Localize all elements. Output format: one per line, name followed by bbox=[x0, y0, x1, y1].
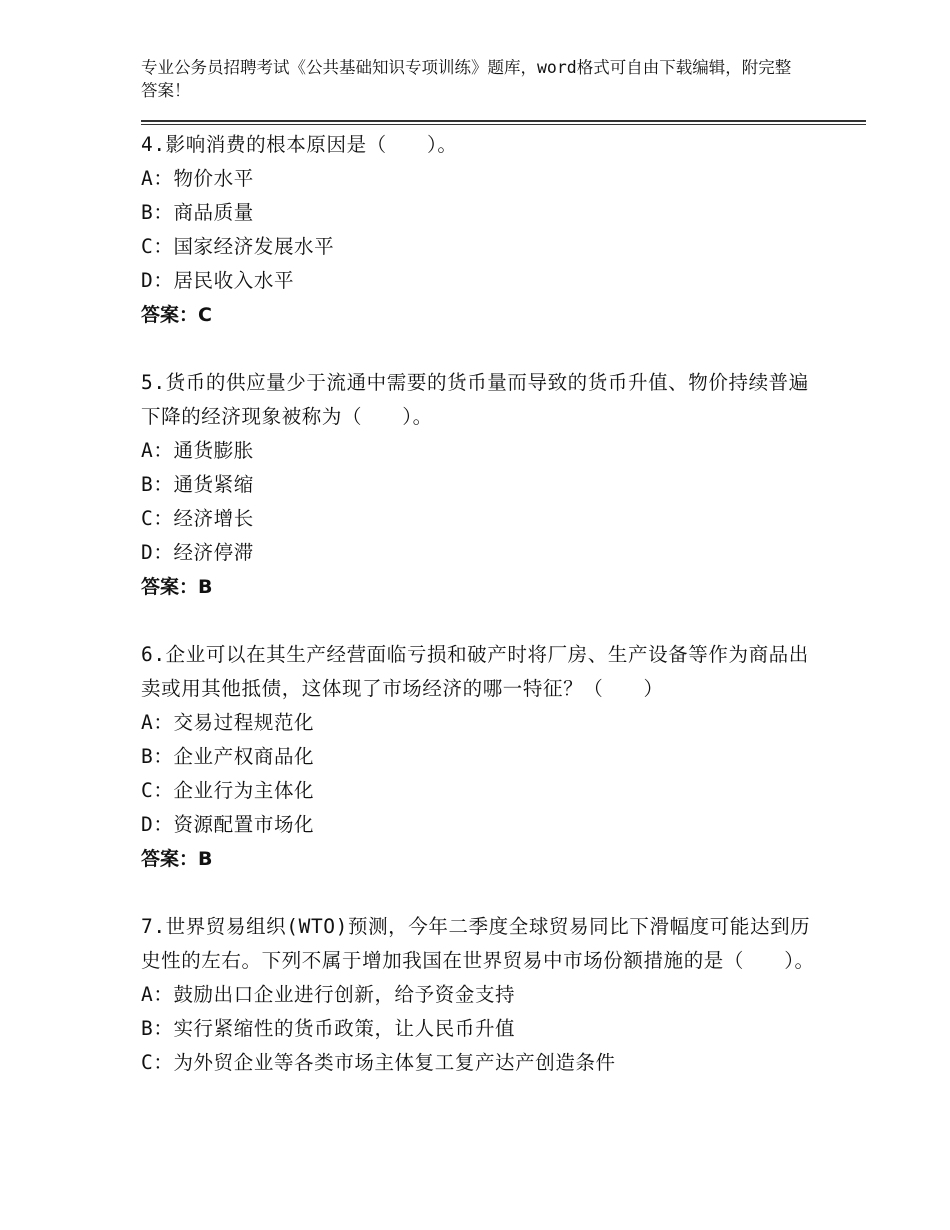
header-divider-thick bbox=[141, 120, 866, 122]
question-4 bbox=[141, 128, 821, 332]
option-d: D：资源配置市场化 bbox=[141, 813, 315, 836]
answer-label: 答案：B bbox=[141, 576, 213, 598]
question-5 bbox=[141, 366, 821, 604]
option-b: B：商品质量 bbox=[141, 201, 254, 224]
option-b: B：通货紧缩 bbox=[141, 473, 254, 496]
option-d: D：居民收入水平 bbox=[141, 269, 295, 292]
question-stem: 7.世界贸易组织(WTO)预测，今年二季度全球贸易同比下滑幅度可能达到历史性的左右。下列不属于增加我国在世界贸易中市场份额措施的是（ ）。 bbox=[141, 915, 815, 972]
option-c: C：国家经济发展水平 bbox=[141, 235, 335, 258]
option-a: A：物价水平 bbox=[141, 167, 254, 190]
question-stem: 4.影响消费的根本原因是（ ）。 bbox=[141, 133, 458, 156]
option-a: A：通货膨胀 bbox=[141, 439, 254, 462]
question-stem: 6.企业可以在其生产经营面临亏损和破产时将厂房、生产设备等作为商品出卖或用其他抵债，这体现了市场经济的哪一特征？（ ） bbox=[141, 643, 809, 700]
option-d: D：经济停滞 bbox=[141, 541, 254, 564]
option-c: C：企业行为主体化 bbox=[141, 779, 315, 802]
question-list bbox=[141, 128, 821, 1080]
option-a: A：交易过程规范化 bbox=[141, 711, 315, 734]
question-6 bbox=[141, 638, 821, 876]
option-a: A：鼓励出口企业进行创新，给予资金支持 bbox=[141, 983, 516, 1006]
option-c: C：经济增长 bbox=[141, 507, 254, 530]
option-b: B：企业产权商品化 bbox=[141, 745, 315, 768]
question-7 bbox=[141, 910, 821, 1080]
header-divider-thin bbox=[141, 124, 866, 125]
document-header: 专业公务员招聘考试《公共基础知识专项训练》题库，word格式可自由下载编辑，附完整答案！ bbox=[141, 58, 792, 100]
question-stem: 5.货币的供应量少于流通中需要的货币量而导致的货币升值、物价持续普遍下降的经济现象被称为（ ）。 bbox=[141, 371, 809, 428]
answer-label: 答案：B bbox=[141, 848, 213, 870]
answer-label: 答案：C bbox=[141, 304, 212, 326]
option-b: B：实行紧缩性的货币政策，让人民币升值 bbox=[141, 1017, 516, 1040]
option-c: C：为外贸企业等各类市场主体复工复产达产创造条件 bbox=[141, 1051, 616, 1074]
